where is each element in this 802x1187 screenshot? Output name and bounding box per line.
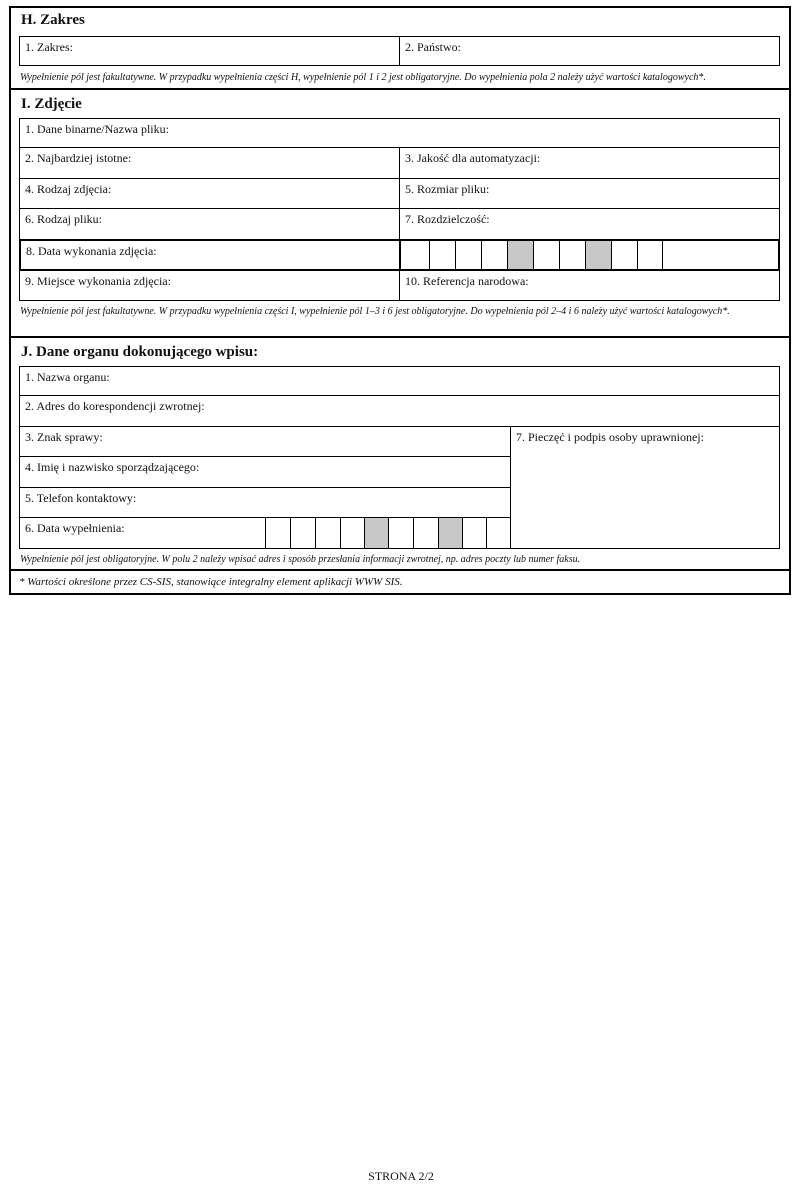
section-h-title: H. Zakres <box>21 12 85 28</box>
page-number: STRONA 2/2 <box>368 1169 434 1183</box>
date-digit-box[interactable] <box>534 241 560 269</box>
section-h-note: Wypełnienie pól jest fakultatywne. W przypadku wypełnienia części H, wypełnienie pól 1 i 2 jest obligatoryjne. Do wypełnienia pola 2 należy użyć wartości katalogowych*. <box>20 72 706 83</box>
date-digit-box[interactable] <box>612 241 638 269</box>
section-j-note: Wypełnienie pól jest obligatoryjne. W polu 2 należy wpisać adres i sposób przesłania informacji zwrotnej, np. adres poczty lub numer faksu. <box>20 554 581 565</box>
footnote: * Wartości określone przez CS-SIS, stanowiące integralny element aplikacji WWW SIS. <box>19 576 403 588</box>
telefon-label: 5. Telefon kontaktowy: <box>25 491 137 505</box>
date-digit-box[interactable] <box>430 241 456 269</box>
najbardziej-istotne-label: 2. Najbardziej istotne: <box>25 151 132 165</box>
rozmiar-pliku-label: 5. Rozmiar pliku: <box>405 182 490 196</box>
referencja-narodowa-field[interactable] <box>399 270 780 301</box>
date-separator-box <box>586 241 612 269</box>
zakres-field[interactable] <box>19 36 401 66</box>
date-digit-box[interactable] <box>414 518 439 548</box>
date-separator-box <box>508 241 534 269</box>
section-i-note: Wypełnienie pól jest fakultatywne. W przypadku wypełnienia części I, wypełnienie pól 1–3 i 6 jest obligatoryjne. Do wypełnienia pól 2–4 i 6 należy użyć wartości katalogowych*. <box>20 306 730 317</box>
rozdzielczosc-label: 7. Rozdzielczość: <box>405 212 490 226</box>
rozdzielczosc-field[interactable] <box>399 208 780 240</box>
section-j-title: J. Dane organu dokonującego wpisu: <box>21 344 259 360</box>
pieczec-podpis-label: 7. Pieczęć i podpis osoby uprawnionej: <box>516 430 704 444</box>
date-digit-box[interactable] <box>638 241 663 269</box>
date-digit-box[interactable] <box>560 241 586 269</box>
date-digit-box[interactable] <box>265 518 291 548</box>
imie-nazwisko-field[interactable] <box>19 456 511 488</box>
jakosc-label: 3. Jakość dla automatyzacji: <box>405 151 541 165</box>
telefon-field[interactable] <box>19 487 511 518</box>
imie-nazwisko-label: 4. Imię i nazwisko sporządzającego: <box>25 460 200 474</box>
date-digit-box[interactable] <box>341 518 365 548</box>
date-digit-box[interactable] <box>463 518 487 548</box>
date-digit-box[interactable] <box>389 518 413 548</box>
referencja-narodowa-label: 10. Referencja narodowa: <box>405 274 529 288</box>
date-digit-box[interactable] <box>316 518 341 548</box>
rodzaj-pliku-label: 6. Rodzaj pliku: <box>25 212 102 226</box>
rodzaj-zdjecia-label: 4. Rodzaj zdjęcia: <box>25 182 112 196</box>
nazwa-organu-field[interactable] <box>19 366 780 396</box>
adres-korespondencji-field[interactable] <box>19 395 780 427</box>
rozmiar-pliku-field[interactable] <box>399 178 780 209</box>
date-digit-box[interactable] <box>482 241 508 269</box>
adres-korespondencji-label: 2. Adres do korespondencji zwrotnej: <box>25 399 205 413</box>
data-wypelnienia-label: 6. Data wypełnienia: <box>25 521 125 535</box>
date-digit-box[interactable] <box>399 241 430 269</box>
date-digit-box[interactable] <box>456 241 482 269</box>
date-digit-box[interactable] <box>487 518 510 548</box>
date-digit-box[interactable] <box>291 518 316 548</box>
pieczec-podpis-field[interactable] <box>510 426 780 549</box>
jakosc-field[interactable] <box>399 147 780 179</box>
znak-sprawy-field[interactable] <box>19 426 511 457</box>
date-separator-box <box>439 518 463 548</box>
data-wykonania-label: 8. Data wykonania zdjęcia: <box>26 244 157 258</box>
rodzaj-zdjecia-field[interactable] <box>19 178 401 209</box>
data-wypelnienia-field <box>19 517 267 549</box>
najbardziej-istotne-field[interactable] <box>19 147 401 179</box>
date-separator-box <box>365 518 389 548</box>
nazwa-organu-label: 1. Nazwa organu: <box>25 370 110 384</box>
data-wykonania-field <box>19 239 401 271</box>
panstwo-field[interactable] <box>399 36 780 66</box>
panstwo-label: 2. Państwo: <box>405 40 462 54</box>
dane-binarne-label: 1. Dane binarne/Nazwa pliku: <box>25 122 169 136</box>
znak-sprawy-label: 3. Znak sprawy: <box>25 430 103 444</box>
miejsce-wykonania-label: 9. Miejsce wykonania zdjęcia: <box>25 274 171 288</box>
data-wykonania-boxes <box>399 239 780 271</box>
rodzaj-pliku-field[interactable] <box>19 208 401 240</box>
data-wypelnienia-boxes <box>265 517 511 549</box>
section-i-title: I. Zdjęcie <box>21 96 82 112</box>
dane-binarne-field[interactable] <box>19 118 780 148</box>
zakres-label: 1. Zakres: <box>25 40 73 54</box>
miejsce-wykonania-field[interactable] <box>19 270 401 301</box>
